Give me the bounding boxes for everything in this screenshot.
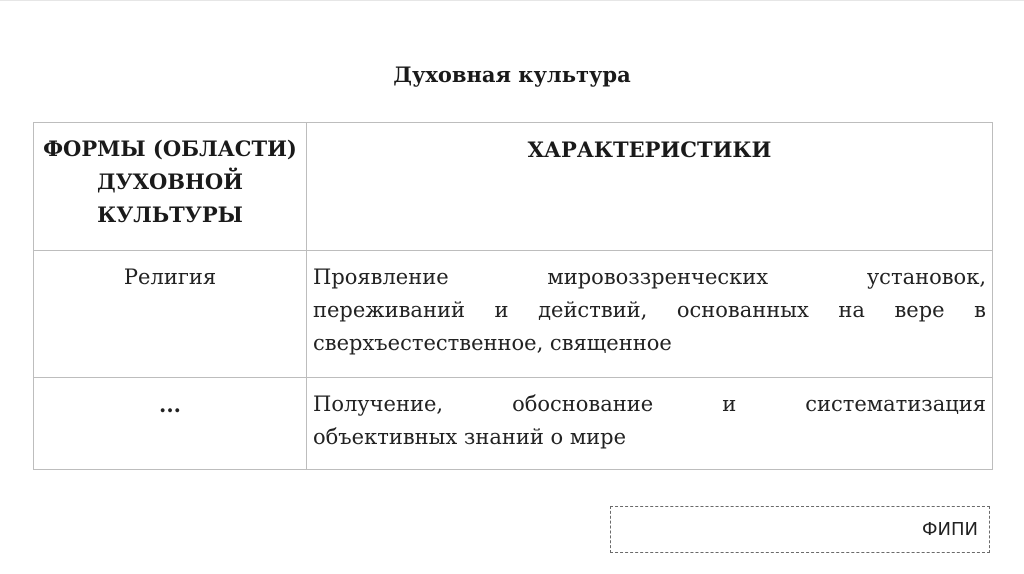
source-box [610, 506, 990, 553]
header-forms [34, 123, 307, 251]
characteristic-line: переживаний и действий, основанных на вере в [313, 298, 986, 322]
characteristic-line: Получение, обоснование и систематизация [313, 392, 986, 416]
header-characteristics: ХАРАКТЕРИСТИКИ [307, 123, 993, 251]
characteristic-line: Проявление мировоззренческих установок, [313, 265, 986, 289]
table-row [34, 251, 993, 378]
table-header-row [34, 123, 993, 251]
form-cell-religion: Религия [34, 251, 307, 378]
header-forms-line-3: КУЛЬТУРЫ [97, 202, 243, 227]
header-forms-line-2: ДУХОВНОЙ [96, 169, 244, 194]
culture-table [33, 122, 993, 470]
header-forms-line-1: ФОРМЫ (ОБЛАСТИ) [43, 136, 297, 161]
page-title: Духовная культура [393, 62, 631, 87]
top-divider [0, 0, 1024, 1]
characteristic-cell-religion [307, 251, 993, 378]
characteristic-cell-science [307, 378, 993, 470]
table-row [34, 378, 993, 470]
characteristic-line: объективных знаний о мире [313, 425, 627, 449]
characteristic-line: сверхъестественное, священное [313, 331, 672, 355]
source-label: ФИПИ [922, 519, 978, 540]
form-cell-missing: ... [34, 378, 307, 470]
